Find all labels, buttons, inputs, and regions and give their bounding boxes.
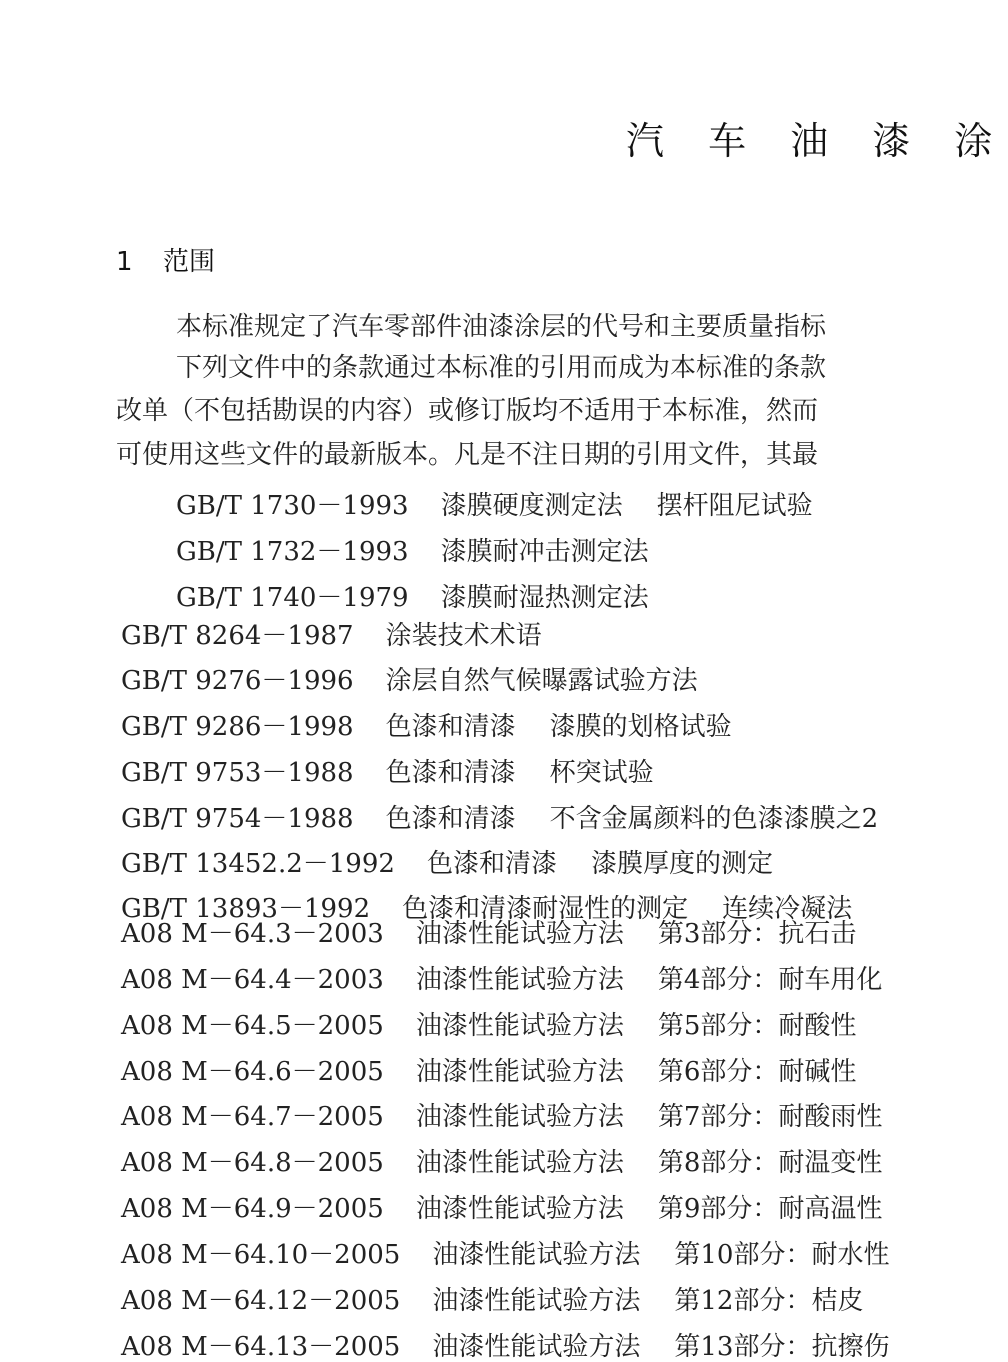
reference-subtitle: 第4部分：耐车用化 [657, 965, 883, 995]
reference-subtitle: 第12部分：桔皮 [674, 1286, 864, 1316]
reference-code: A08 M－64.8－2005 [121, 1148, 384, 1178]
reference-item [121, 1013, 856, 1039]
reference-title: 涂层自然气候曝露试验方法 [385, 666, 698, 696]
reference-title: 漆膜耐湿热测定法 [440, 583, 649, 613]
reference-title: 油漆性能试验方法 [415, 1011, 624, 1041]
reference-title: 色漆和清漆 [385, 712, 516, 742]
reference-code: A08 M－64.12－2005 [121, 1286, 401, 1316]
reference-code: A08 M－64.6－2005 [121, 1057, 384, 1087]
reference-subtitle: 第9部分：耐高温性 [657, 1194, 883, 1224]
reference-title: 油漆性能试验方法 [415, 1148, 624, 1178]
section-number: 1 [116, 247, 133, 277]
reference-title: 油漆性能试验方法 [415, 965, 624, 995]
reference-code: A08 M－64.9－2005 [121, 1194, 384, 1224]
reference-title: 涂装技术术语 [385, 621, 542, 651]
reference-item [121, 1104, 882, 1130]
paragraph-scope: 本标准规定了汽车零部件油漆涂层的代号和主要质量指标 [176, 312, 827, 342]
reference-code: A08 M－64.13－2005 [121, 1332, 401, 1362]
reference-title: 油漆性能试验方法 [415, 919, 624, 949]
reference-item [121, 1196, 882, 1222]
paragraph-normative-line2: 改单（不包括勘误的内容）或修订版均不适用于本标准，然而 [116, 396, 819, 426]
reference-title: 油漆性能试验方法 [432, 1286, 641, 1316]
reference-code: GB/T 1732－1993 [176, 537, 409, 567]
reference-subtitle: 第7部分：耐酸雨性 [657, 1102, 883, 1132]
reference-title: 油漆性能试验方法 [432, 1332, 641, 1362]
reference-title: 漆膜硬度测定法 [440, 491, 623, 521]
reference-code: GB/T 9753－1988 [121, 758, 354, 788]
reference-code: GB/T 1730－1993 [176, 491, 409, 521]
section-title: 范围 [163, 247, 216, 277]
reference-subtitle: 摆杆阻尼试验 [656, 491, 813, 521]
reference-subtitle: 第8部分：耐温变性 [657, 1148, 883, 1178]
reference-title: 油漆性能试验方法 [432, 1240, 641, 1270]
reference-subtitle: 第5部分：耐酸性 [657, 1011, 857, 1041]
reference-code: GB/T 13893－1992 [121, 894, 371, 924]
reference-item [121, 1242, 889, 1268]
reference-code: GB/T 9754－1988 [121, 804, 354, 834]
reference-subtitle: 漆膜厚度的测定 [590, 849, 773, 879]
reference-code: GB/T 9276－1996 [121, 666, 354, 696]
reference-code: A08 M－64.3－2003 [121, 919, 384, 949]
reference-subtitle: 第13部分：抗擦伤 [674, 1332, 890, 1362]
reference-title: 色漆和清漆耐湿性的测定 [402, 894, 689, 924]
reference-subtitle: 第10部分：耐水性 [674, 1240, 890, 1270]
reference-title: 油漆性能试验方法 [415, 1057, 624, 1087]
reference-title: 油漆性能试验方法 [415, 1102, 624, 1132]
reference-title: 色漆和清漆 [385, 804, 516, 834]
reference-code: A08 M－64.10－2005 [121, 1240, 401, 1270]
reference-code: GB/T 8264－1987 [121, 621, 354, 651]
reference-item [121, 967, 882, 993]
reference-subtitle: 不含金属颜料的色漆漆膜之2 [549, 804, 879, 834]
reference-subtitle: 漆膜的划格试验 [549, 712, 732, 742]
reference-subtitle: 第3部分：抗石击 [657, 919, 857, 949]
reference-code: GB/T 1740－1979 [176, 583, 409, 613]
reference-code: A08 M－64.7－2005 [121, 1102, 384, 1132]
reference-code: A08 M－64.4－2003 [121, 965, 384, 995]
reference-title: 漆膜耐冲击测定法 [440, 537, 649, 567]
reference-code: GB/T 13452.2－1992 [121, 849, 395, 879]
paragraph-normative-line1: 下列文件中的条款通过本标准的引用而成为本标准的条款 [176, 353, 827, 383]
reference-subtitle: 第6部分：耐碱性 [657, 1057, 857, 1087]
reference-item [121, 1059, 856, 1085]
reference-code: A08 M－64.5－2005 [121, 1011, 384, 1041]
reference-subtitle: 连续冷凝法 [722, 894, 853, 924]
reference-title: 色漆和清漆 [385, 758, 516, 788]
reference-title: 色漆和清漆 [426, 849, 557, 879]
paragraph-normative-line3: 可使用这些文件的最新版本。凡是不注日期的引用文件，其最 [116, 440, 819, 470]
reference-item [121, 1288, 863, 1314]
reference-item [121, 921, 856, 947]
reference-code: GB/T 9286－1998 [121, 712, 354, 742]
reference-item [121, 1150, 882, 1176]
document-title: 汽 车 油 漆 涂 [626, 119, 1008, 163]
reference-item [121, 1334, 889, 1360]
reference-subtitle: 杯突试验 [549, 758, 654, 788]
reference-title: 油漆性能试验方法 [415, 1194, 624, 1224]
